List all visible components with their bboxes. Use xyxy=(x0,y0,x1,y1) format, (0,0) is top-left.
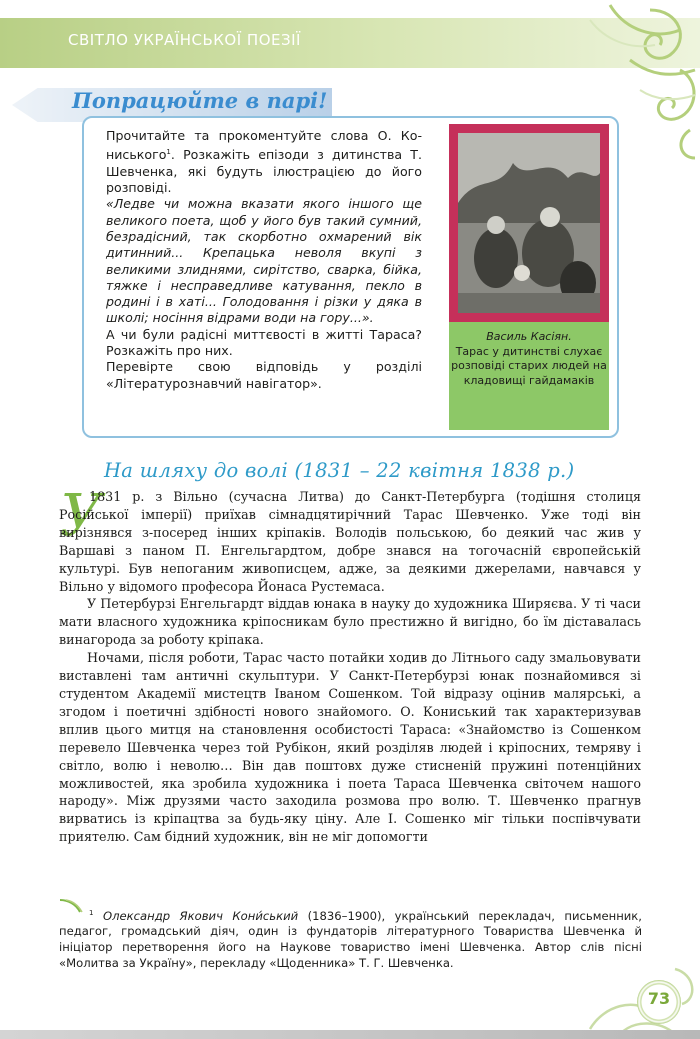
illustration-caption xyxy=(449,322,609,430)
drop-cap: У xyxy=(60,481,102,549)
task-text xyxy=(106,128,422,392)
footnote-marker: 1 xyxy=(89,909,94,917)
caption-author: Василь Касіян. xyxy=(486,330,572,343)
body-text xyxy=(59,481,641,846)
bottom-band xyxy=(0,1030,700,1039)
footnote-name: Олександр Якович Кони́ський xyxy=(102,908,299,923)
paragraph-3: Ночами, після роботи, Тарас часто потайки ходив до Літнього саду змальовувати виставлені там античні скульптури. У Санкт-Петербурзі юнак познайомився зі студентом Академії мистецтв Іваном Сошенком. Той відразу оцінив малярські, а згодом і поетичні здібності нового знайомого. О. Кониський так характеризував вплив цього митця на становлення особистості Тараса: «Знайомство із Сошенком перевело Шевченка через той Рубікон, який розділяв людей і кріпосних, темряву і світло, волю і неволю… Він дав поштовх дуже стисненій пружині потенційних можливостей, яка зробила художника і поета Тараса Шевченка світочем нашого народу». Між друзями часто заходила розмова про волю. Т. Шевченко прагнув вирватись із кріпацтва за будь-яку ціну. Але І. Сошенко міг тільки поспівчувати приятелю. Сам бідний художник, він не міг допомогти xyxy=(59,650,641,845)
task-intro: Прочитайте та прокоментуйте слова О. Ко-ниського$^1$. Розкажіть епізоди з дитинства Т. Шевченка, які будуть ілюстрацією до його розповіді. xyxy=(106,128,422,196)
page-number: 73 xyxy=(647,989,671,1008)
task-check: Перевірте свою відповідь у розділі «Літературознавчий навігатор». xyxy=(106,359,422,391)
footnote xyxy=(59,906,642,971)
running-header: СВІТЛО УКРАЇНСЬКОЇ ПОЕЗІЇ xyxy=(68,31,301,49)
paragraph-2: У Петербурзі Енгельгардт віддав юнака в науку до художника Ширяєва. У ті часи мати власного художника кріпосникам було престижно й вигідно, бо їм діставалась винагорода за роботу кріпака. xyxy=(59,596,641,648)
footnote-ref: 1 xyxy=(166,148,171,157)
pair-work-title: Попрацюйте в парі! xyxy=(72,88,328,113)
section-heading: На шляху до волі (1831 – 22 квітня 1838 р.) xyxy=(104,459,575,482)
footnote-text: (1836–1900), український перекладач, письменник, педагог, громадський діяч, один із фундаторів літературного Товариства Шевченка й ініціатор перетворення його на Наукове товариство імені Шевченка. Автор слів пісні «Молитва за Україну», перекладу «Щоденника» Т. Г. Шевченка. xyxy=(59,908,642,970)
task-question: А чи були радісні миттєвості в житті Тараса? Розкажіть про них. xyxy=(106,326,422,359)
paragraph-1: 1831 р. з Вільно (сучасна Литва) до Санкт-Петербурга (тодішня столиця Російської імперії) приїхав сімнадцятирічний Тарас Шевченко. Уже тоді він вирізнявся з-посеред інших кріпаків. Володів польською, бо деякий час жив у Варшаві з паном П. Енгельгардтом, добре знався на тогочасній європейській культурі. Був непоганим живописцем, адже, за деякими джерелами, навчався у Вільно у відомого професора Йонаса Рустемаса. xyxy=(59,489,641,594)
painting-image xyxy=(458,133,600,313)
konysky-quote: «Ледве чи можна вказати якого іншого ще великого поета, щоб у його був такий сумний, безрадісний, так скорботно охмарений вік дитинний... Крепацька неволя вкупі з великими злиднями, сирітство, сварка, бійка, тяжке і несправедливе катування, пекло в родині і в хаті... Голодовання і різки у дяка в школі; носіння відрами води на гору...». xyxy=(106,196,422,326)
caption-text: Тарас у дитинстві слухає розповіді старих людей на кладовищі гайдамаків xyxy=(451,344,607,387)
